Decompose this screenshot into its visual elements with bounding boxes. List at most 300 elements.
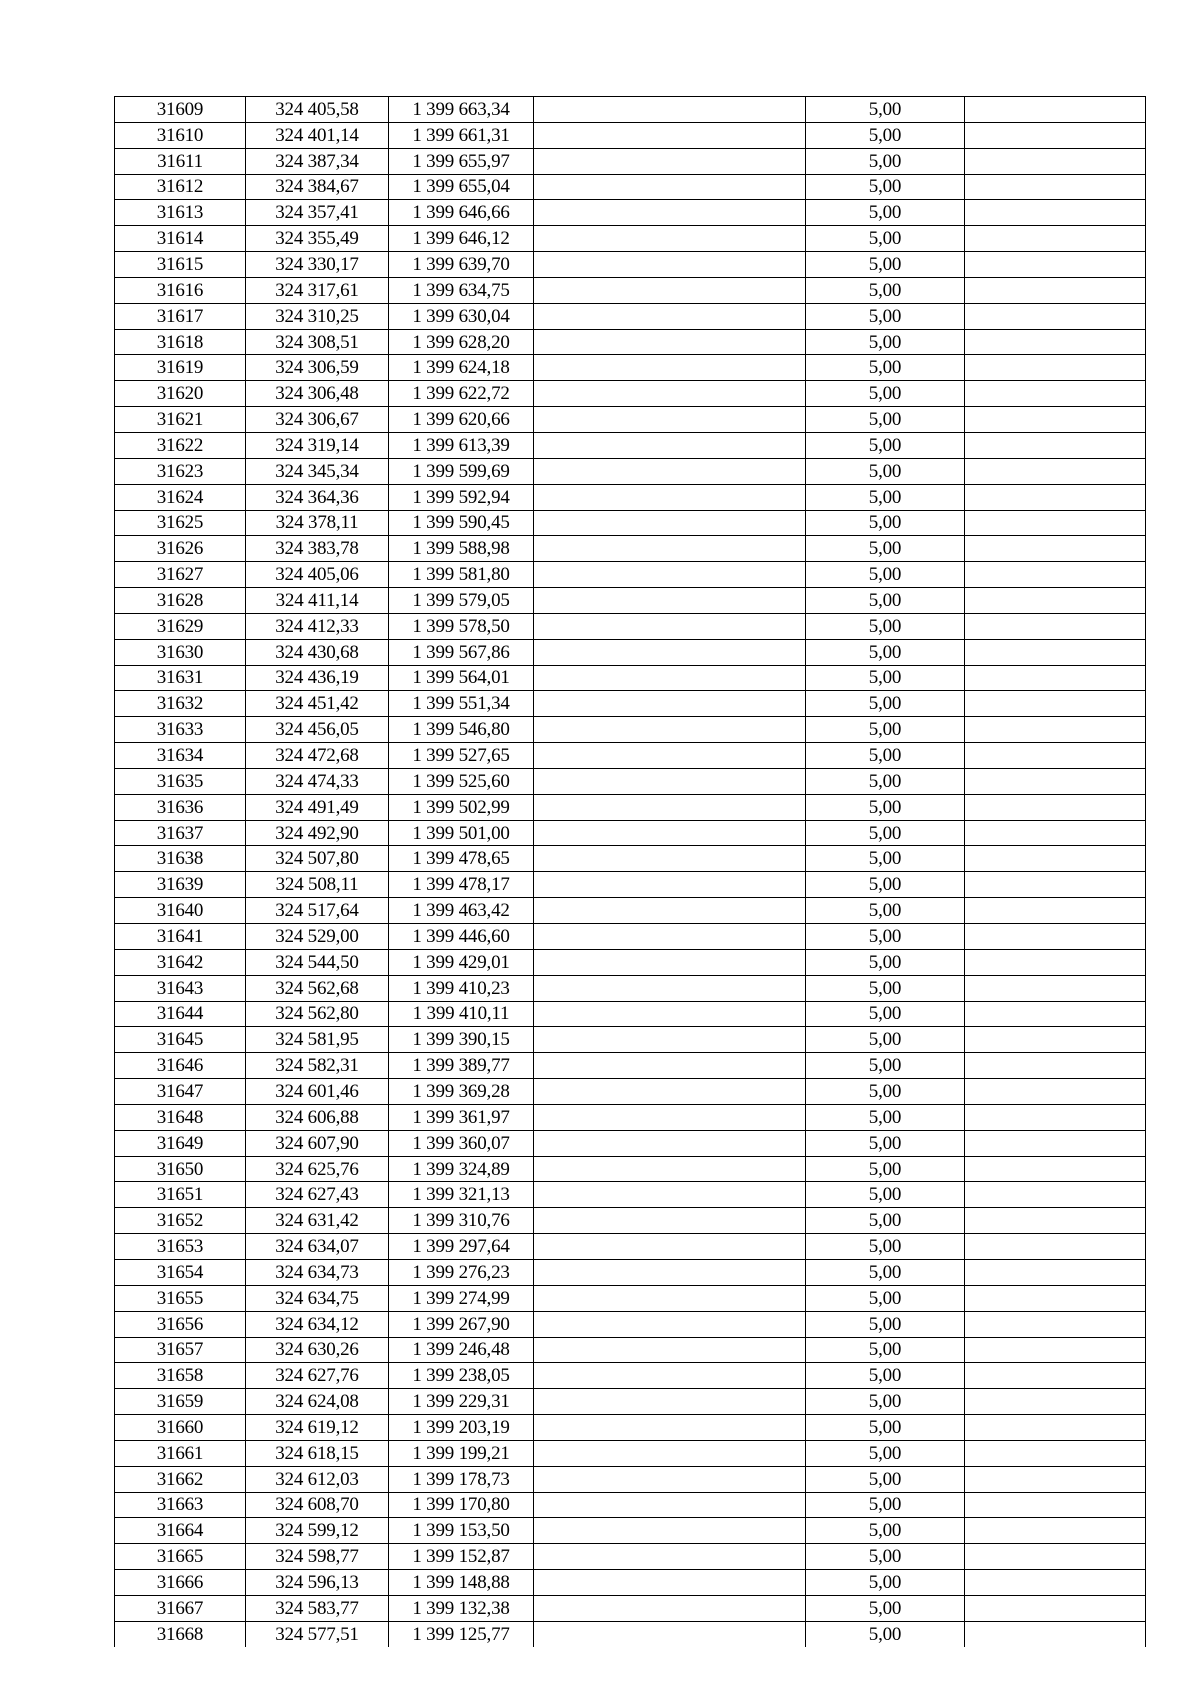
y-coordinate-cell: 1 399 646,66 <box>389 200 534 226</box>
note-cell <box>965 949 1146 975</box>
table-row <box>115 1208 1146 1234</box>
note-cell <box>965 924 1146 950</box>
empty-cell <box>534 898 806 924</box>
note-cell <box>965 1027 1146 1053</box>
x-coordinate-cell: 324 634,73 <box>246 1259 389 1285</box>
empty-cell <box>534 1079 806 1105</box>
y-coordinate-cell: 1 399 613,39 <box>389 432 534 458</box>
note-cell <box>965 1208 1146 1234</box>
accuracy-cell: 5,00 <box>806 226 965 252</box>
empty-cell <box>534 1001 806 1027</box>
empty-cell <box>534 303 806 329</box>
point-number-cell: 31610 <box>115 122 246 148</box>
note-cell <box>965 975 1146 1001</box>
x-coordinate-cell: 324 310,25 <box>246 303 389 329</box>
x-coordinate-cell: 324 627,76 <box>246 1363 389 1389</box>
x-coordinate-cell: 324 378,11 <box>246 510 389 536</box>
table-row <box>115 717 1146 743</box>
accuracy-cell: 5,00 <box>806 1621 965 1646</box>
table-row <box>115 1311 1146 1337</box>
point-number-cell: 31654 <box>115 1259 246 1285</box>
table-row <box>115 1440 1146 1466</box>
accuracy-cell: 5,00 <box>806 303 965 329</box>
note-cell <box>965 794 1146 820</box>
accuracy-cell: 5,00 <box>806 794 965 820</box>
x-coordinate-cell: 324 306,67 <box>246 407 389 433</box>
accuracy-cell: 5,00 <box>806 1492 965 1518</box>
x-coordinate-cell: 324 529,00 <box>246 924 389 950</box>
x-coordinate-cell: 324 306,48 <box>246 381 389 407</box>
x-coordinate-cell: 324 474,33 <box>246 768 389 794</box>
y-coordinate-cell: 1 399 324,89 <box>389 1156 534 1182</box>
note-cell <box>965 846 1146 872</box>
x-coordinate-cell: 324 630,26 <box>246 1337 389 1363</box>
accuracy-cell: 5,00 <box>806 1079 965 1105</box>
x-coordinate-cell: 324 517,64 <box>246 898 389 924</box>
empty-cell <box>534 794 806 820</box>
y-coordinate-cell: 1 399 276,23 <box>389 1259 534 1285</box>
x-coordinate-cell: 324 608,70 <box>246 1492 389 1518</box>
table-row <box>115 1466 1146 1492</box>
y-coordinate-cell: 1 399 267,90 <box>389 1311 534 1337</box>
accuracy-cell: 5,00 <box>806 97 965 123</box>
note-cell <box>965 1621 1146 1646</box>
y-coordinate-cell: 1 399 592,94 <box>389 484 534 510</box>
x-coordinate-cell: 324 562,80 <box>246 1001 389 1027</box>
accuracy-cell: 5,00 <box>806 1001 965 1027</box>
x-coordinate-cell: 324 472,68 <box>246 743 389 769</box>
accuracy-cell: 5,00 <box>806 1130 965 1156</box>
note-cell <box>965 1492 1146 1518</box>
empty-cell <box>534 1595 806 1621</box>
accuracy-cell: 5,00 <box>806 1311 965 1337</box>
table-row <box>115 898 1146 924</box>
note-cell <box>965 97 1146 123</box>
note-cell <box>965 510 1146 536</box>
empty-cell <box>534 820 806 846</box>
x-coordinate-cell: 324 451,42 <box>246 691 389 717</box>
note-cell <box>965 665 1146 691</box>
accuracy-cell: 5,00 <box>806 174 965 200</box>
y-coordinate-cell: 1 399 178,73 <box>389 1466 534 1492</box>
y-coordinate-cell: 1 399 410,11 <box>389 1001 534 1027</box>
point-number-cell: 31612 <box>115 174 246 200</box>
empty-cell <box>534 1415 806 1441</box>
y-coordinate-cell: 1 399 203,19 <box>389 1415 534 1441</box>
accuracy-cell: 5,00 <box>806 329 965 355</box>
table-row <box>115 277 1146 303</box>
note-cell <box>965 252 1146 278</box>
point-number-cell: 31641 <box>115 924 246 950</box>
accuracy-cell: 5,00 <box>806 1234 965 1260</box>
point-number-cell: 31617 <box>115 303 246 329</box>
table-row <box>115 484 1146 510</box>
empty-cell <box>534 872 806 898</box>
accuracy-cell: 5,00 <box>806 1156 965 1182</box>
note-cell <box>965 174 1146 200</box>
accuracy-cell: 5,00 <box>806 588 965 614</box>
accuracy-cell: 5,00 <box>806 898 965 924</box>
x-coordinate-cell: 324 598,77 <box>246 1544 389 1570</box>
point-number-cell: 31611 <box>115 148 246 174</box>
table-row <box>115 1130 1146 1156</box>
table-row <box>115 407 1146 433</box>
accuracy-cell: 5,00 <box>806 975 965 1001</box>
x-coordinate-cell: 324 355,49 <box>246 226 389 252</box>
table-row <box>115 200 1146 226</box>
empty-cell <box>534 1544 806 1570</box>
accuracy-cell: 5,00 <box>806 846 965 872</box>
note-cell <box>965 1518 1146 1544</box>
note-cell <box>965 277 1146 303</box>
point-number-cell: 31656 <box>115 1311 246 1337</box>
note-cell <box>965 355 1146 381</box>
note-cell <box>965 1595 1146 1621</box>
point-number-cell: 31624 <box>115 484 246 510</box>
y-coordinate-cell: 1 399 153,50 <box>389 1518 534 1544</box>
table-row <box>115 97 1146 123</box>
point-number-cell: 31657 <box>115 1337 246 1363</box>
accuracy-cell: 5,00 <box>806 484 965 510</box>
x-coordinate-cell: 324 384,67 <box>246 174 389 200</box>
x-coordinate-cell: 324 581,95 <box>246 1027 389 1053</box>
accuracy-cell: 5,00 <box>806 639 965 665</box>
y-coordinate-cell: 1 399 478,65 <box>389 846 534 872</box>
table-row <box>115 872 1146 898</box>
empty-cell <box>534 277 806 303</box>
point-number-cell: 31635 <box>115 768 246 794</box>
accuracy-cell: 5,00 <box>806 1440 965 1466</box>
table-row <box>115 1182 1146 1208</box>
y-coordinate-cell: 1 399 622,72 <box>389 381 534 407</box>
y-coordinate-cell: 1 399 620,66 <box>389 407 534 433</box>
note-cell <box>965 1337 1146 1363</box>
note-cell <box>965 1440 1146 1466</box>
accuracy-cell: 5,00 <box>806 381 965 407</box>
x-coordinate-cell: 324 634,12 <box>246 1311 389 1337</box>
empty-cell <box>534 1570 806 1596</box>
x-coordinate-cell: 324 583,77 <box>246 1595 389 1621</box>
empty-cell <box>534 432 806 458</box>
accuracy-cell: 5,00 <box>806 407 965 433</box>
accuracy-cell: 5,00 <box>806 458 965 484</box>
point-number-cell: 31614 <box>115 226 246 252</box>
accuracy-cell: 5,00 <box>806 768 965 794</box>
accuracy-cell: 5,00 <box>806 872 965 898</box>
point-number-cell: 31626 <box>115 536 246 562</box>
empty-cell <box>534 1234 806 1260</box>
empty-cell <box>534 536 806 562</box>
table-row <box>115 639 1146 665</box>
table-row <box>115 432 1146 458</box>
note-cell <box>965 1544 1146 1570</box>
x-coordinate-cell: 324 330,17 <box>246 252 389 278</box>
y-coordinate-cell: 1 399 501,00 <box>389 820 534 846</box>
empty-cell <box>534 1027 806 1053</box>
table-row <box>115 1259 1146 1285</box>
empty-cell <box>534 226 806 252</box>
y-coordinate-cell: 1 399 125,77 <box>389 1621 534 1646</box>
x-coordinate-cell: 324 317,61 <box>246 277 389 303</box>
note-cell <box>965 562 1146 588</box>
x-coordinate-cell: 324 364,36 <box>246 484 389 510</box>
empty-cell <box>534 1311 806 1337</box>
point-number-cell: 31667 <box>115 1595 246 1621</box>
empty-cell <box>534 1492 806 1518</box>
coordinates-table-body <box>115 97 1146 1647</box>
point-number-cell: 31627 <box>115 562 246 588</box>
accuracy-cell: 5,00 <box>806 536 965 562</box>
note-cell <box>965 743 1146 769</box>
note-cell <box>965 898 1146 924</box>
table-row <box>115 924 1146 950</box>
accuracy-cell: 5,00 <box>806 510 965 536</box>
empty-cell <box>534 665 806 691</box>
empty-cell <box>534 613 806 639</box>
note-cell <box>965 407 1146 433</box>
point-number-cell: 31634 <box>115 743 246 769</box>
x-coordinate-cell: 324 634,07 <box>246 1234 389 1260</box>
empty-cell <box>534 975 806 1001</box>
y-coordinate-cell: 1 399 360,07 <box>389 1130 534 1156</box>
table-row <box>115 1285 1146 1311</box>
point-number-cell: 31630 <box>115 639 246 665</box>
y-coordinate-cell: 1 399 310,76 <box>389 1208 534 1234</box>
x-coordinate-cell: 324 631,42 <box>246 1208 389 1234</box>
table-row <box>115 949 1146 975</box>
table-row <box>115 303 1146 329</box>
x-coordinate-cell: 324 544,50 <box>246 949 389 975</box>
note-cell <box>965 820 1146 846</box>
note-cell <box>965 717 1146 743</box>
y-coordinate-cell: 1 399 567,86 <box>389 639 534 665</box>
empty-cell <box>534 355 806 381</box>
y-coordinate-cell: 1 399 546,80 <box>389 717 534 743</box>
accuracy-cell: 5,00 <box>806 1182 965 1208</box>
accuracy-cell: 5,00 <box>806 200 965 226</box>
empty-cell <box>534 381 806 407</box>
note-cell <box>965 122 1146 148</box>
table-row <box>115 148 1146 174</box>
point-number-cell: 31643 <box>115 975 246 1001</box>
y-coordinate-cell: 1 399 446,60 <box>389 924 534 950</box>
table-row <box>115 458 1146 484</box>
y-coordinate-cell: 1 399 634,75 <box>389 277 534 303</box>
table-row <box>115 536 1146 562</box>
note-cell <box>965 691 1146 717</box>
y-coordinate-cell: 1 399 564,01 <box>389 665 534 691</box>
y-coordinate-cell: 1 399 199,21 <box>389 1440 534 1466</box>
table-row <box>115 510 1146 536</box>
empty-cell <box>534 846 806 872</box>
point-number-cell: 31628 <box>115 588 246 614</box>
empty-cell <box>534 1337 806 1363</box>
x-coordinate-cell: 324 401,14 <box>246 122 389 148</box>
accuracy-cell: 5,00 <box>806 1104 965 1130</box>
note-cell <box>965 148 1146 174</box>
point-number-cell: 31648 <box>115 1104 246 1130</box>
point-number-cell: 31639 <box>115 872 246 898</box>
table-row <box>115 122 1146 148</box>
accuracy-cell: 5,00 <box>806 148 965 174</box>
point-number-cell: 31625 <box>115 510 246 536</box>
y-coordinate-cell: 1 399 429,01 <box>389 949 534 975</box>
table-row <box>115 1234 1146 1260</box>
point-number-cell: 31645 <box>115 1027 246 1053</box>
point-number-cell: 31640 <box>115 898 246 924</box>
accuracy-cell: 5,00 <box>806 820 965 846</box>
empty-cell <box>534 949 806 975</box>
x-coordinate-cell: 324 357,41 <box>246 200 389 226</box>
note-cell <box>965 1570 1146 1596</box>
empty-cell <box>534 924 806 950</box>
note-cell <box>965 588 1146 614</box>
y-coordinate-cell: 1 399 624,18 <box>389 355 534 381</box>
y-coordinate-cell: 1 399 525,60 <box>389 768 534 794</box>
table-row <box>115 355 1146 381</box>
table-row <box>115 1389 1146 1415</box>
point-number-cell: 31637 <box>115 820 246 846</box>
x-coordinate-cell: 324 383,78 <box>246 536 389 562</box>
accuracy-cell: 5,00 <box>806 1337 965 1363</box>
accuracy-cell: 5,00 <box>806 1518 965 1544</box>
empty-cell <box>534 458 806 484</box>
x-coordinate-cell: 324 492,90 <box>246 820 389 846</box>
empty-cell <box>534 97 806 123</box>
x-coordinate-cell: 324 562,68 <box>246 975 389 1001</box>
table-row <box>115 252 1146 278</box>
table-row <box>115 562 1146 588</box>
point-number-cell: 31658 <box>115 1363 246 1389</box>
empty-cell <box>534 1130 806 1156</box>
accuracy-cell: 5,00 <box>806 1363 965 1389</box>
empty-cell <box>534 1259 806 1285</box>
y-coordinate-cell: 1 399 578,50 <box>389 613 534 639</box>
table-row <box>115 768 1146 794</box>
x-coordinate-cell: 324 619,12 <box>246 1415 389 1441</box>
point-number-cell: 31616 <box>115 277 246 303</box>
accuracy-cell: 5,00 <box>806 562 965 588</box>
point-number-cell: 31632 <box>115 691 246 717</box>
empty-cell <box>534 1182 806 1208</box>
x-coordinate-cell: 324 412,33 <box>246 613 389 639</box>
note-cell <box>965 536 1146 562</box>
point-number-cell: 31665 <box>115 1544 246 1570</box>
empty-cell <box>534 1389 806 1415</box>
note-cell <box>965 329 1146 355</box>
table-row <box>115 613 1146 639</box>
y-coordinate-cell: 1 399 361,97 <box>389 1104 534 1130</box>
x-coordinate-cell: 324 319,14 <box>246 432 389 458</box>
accuracy-cell: 5,00 <box>806 1466 965 1492</box>
table-row <box>115 794 1146 820</box>
x-coordinate-cell: 324 405,58 <box>246 97 389 123</box>
point-number-cell: 31609 <box>115 97 246 123</box>
note-cell <box>965 432 1146 458</box>
x-coordinate-cell: 324 491,49 <box>246 794 389 820</box>
y-coordinate-cell: 1 399 238,05 <box>389 1363 534 1389</box>
point-number-cell: 31660 <box>115 1415 246 1441</box>
note-cell <box>965 1001 1146 1027</box>
point-number-cell: 31638 <box>115 846 246 872</box>
x-coordinate-cell: 324 387,34 <box>246 148 389 174</box>
y-coordinate-cell: 1 399 170,80 <box>389 1492 534 1518</box>
point-number-cell: 31649 <box>115 1130 246 1156</box>
empty-cell <box>534 768 806 794</box>
point-number-cell: 31613 <box>115 200 246 226</box>
table-row <box>115 1492 1146 1518</box>
x-coordinate-cell: 324 306,59 <box>246 355 389 381</box>
note-cell <box>965 200 1146 226</box>
point-number-cell: 31620 <box>115 381 246 407</box>
empty-cell <box>534 122 806 148</box>
x-coordinate-cell: 324 436,19 <box>246 665 389 691</box>
y-coordinate-cell: 1 399 390,15 <box>389 1027 534 1053</box>
empty-cell <box>534 484 806 510</box>
point-number-cell: 31652 <box>115 1208 246 1234</box>
empty-cell <box>534 743 806 769</box>
accuracy-cell: 5,00 <box>806 1544 965 1570</box>
empty-cell <box>534 691 806 717</box>
accuracy-cell: 5,00 <box>806 949 965 975</box>
table-row <box>115 820 1146 846</box>
accuracy-cell: 5,00 <box>806 1415 965 1441</box>
empty-cell <box>534 588 806 614</box>
empty-cell <box>534 148 806 174</box>
y-coordinate-cell: 1 399 132,38 <box>389 1595 534 1621</box>
point-number-cell: 31618 <box>115 329 246 355</box>
empty-cell <box>534 510 806 536</box>
accuracy-cell: 5,00 <box>806 1027 965 1053</box>
point-number-cell: 31653 <box>115 1234 246 1260</box>
y-coordinate-cell: 1 399 463,42 <box>389 898 534 924</box>
empty-cell <box>534 1621 806 1646</box>
point-number-cell: 31629 <box>115 613 246 639</box>
y-coordinate-cell: 1 399 246,48 <box>389 1337 534 1363</box>
x-coordinate-cell: 324 634,75 <box>246 1285 389 1311</box>
accuracy-cell: 5,00 <box>806 691 965 717</box>
point-number-cell: 31647 <box>115 1079 246 1105</box>
accuracy-cell: 5,00 <box>806 277 965 303</box>
x-coordinate-cell: 324 601,46 <box>246 1079 389 1105</box>
note-cell <box>965 768 1146 794</box>
empty-cell <box>534 717 806 743</box>
y-coordinate-cell: 1 399 655,97 <box>389 148 534 174</box>
accuracy-cell: 5,00 <box>806 1285 965 1311</box>
point-number-cell: 31636 <box>115 794 246 820</box>
y-coordinate-cell: 1 399 599,69 <box>389 458 534 484</box>
point-number-cell: 31664 <box>115 1518 246 1544</box>
note-cell <box>965 1415 1146 1441</box>
note-cell <box>965 1053 1146 1079</box>
accuracy-cell: 5,00 <box>806 252 965 278</box>
x-coordinate-cell: 324 624,08 <box>246 1389 389 1415</box>
y-coordinate-cell: 1 399 410,23 <box>389 975 534 1001</box>
accuracy-cell: 5,00 <box>806 1389 965 1415</box>
table-row <box>115 226 1146 252</box>
x-coordinate-cell: 324 308,51 <box>246 329 389 355</box>
x-coordinate-cell: 324 508,11 <box>246 872 389 898</box>
empty-cell <box>534 329 806 355</box>
note-cell <box>965 303 1146 329</box>
note-cell <box>965 639 1146 665</box>
y-coordinate-cell: 1 399 630,04 <box>389 303 534 329</box>
coordinates-table <box>114 96 1146 1647</box>
x-coordinate-cell: 324 606,88 <box>246 1104 389 1130</box>
accuracy-cell: 5,00 <box>806 432 965 458</box>
x-coordinate-cell: 324 456,05 <box>246 717 389 743</box>
note-cell <box>965 1104 1146 1130</box>
